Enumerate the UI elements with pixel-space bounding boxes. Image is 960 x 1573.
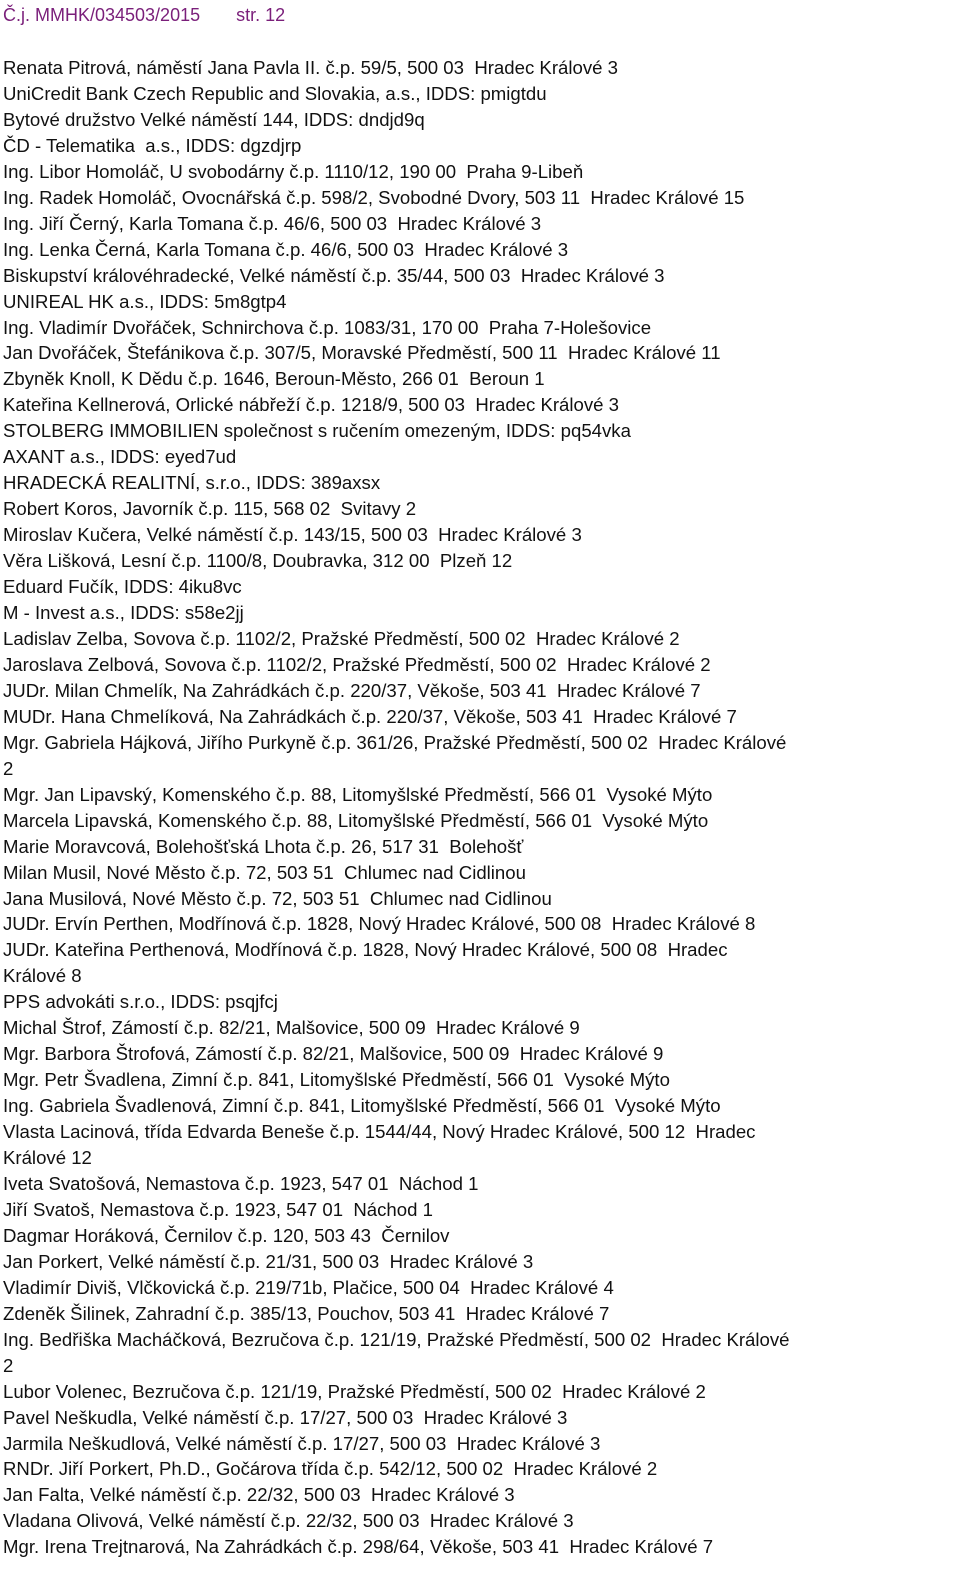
recipient-line: Bytové družstvo Velké náměstí 144, IDDS: dndjd9q [3,108,425,130]
recipient-line: Jan Falta, Velké náměstí č.p. 22/32, 500 03 Hradec Králové 3 [3,1484,515,1506]
recipient-line: 2 [3,757,14,779]
recipient-line: Ing. Bedřiška Macháčková, Bezručova č.p. 121/19, Pražské Předměstí, 500 02 Hradec Králové [3,1328,790,1350]
recipient-line: Mgr. Barbora Štrofová, Zámostí č.p. 82/21, Malšovice, 500 09 Hradec Králové 9 [3,1043,664,1065]
recipient-line: Marcela Lipavská, Komenského č.p. 88, Litomyšlské Předměstí, 566 01 Vysoké Mýto [3,809,709,831]
recipient-line: Králové 8 [3,965,82,987]
recipient-line: Jaroslava Zelbová, Sovova č.p. 1102/2, Pražské Předměstí, 500 02 Hradec Králové 2 [3,653,711,675]
recipient-line: JUDr. Kateřina Perthenová, Modřínová č.p. 1828, Nový Hradec Králové, 500 08 Hradec [3,939,728,961]
recipient-line: Ing. Radek Homoláč, Ovocnářská č.p. 598/2, Svobodné Dvory, 503 11 Hradec Králové 15 [3,186,745,208]
recipient-line: Dagmar Horáková, Černilov č.p. 120, 503 43 Černilov [3,1224,450,1246]
recipient-line: Ing. Lenka Černá, Karla Tomana č.p. 46/6, 500 03 Hradec Králové 3 [3,238,569,260]
recipient-line: Jan Dvořáček, Štefánikova č.p. 307/5, Moravské Předměstí, 500 11 Hradec Králové 11 [3,342,721,364]
recipient-line: HRADECKÁ REALITNÍ, s.r.o., IDDS: 389axsx [3,472,381,494]
recipient-list [3,55,958,1560]
recipient-line: Pavel Neškudla, Velké náměstí č.p. 17/27, 500 03 Hradec Králové 3 [3,1406,568,1428]
recipient-line: Jarmila Neškudlová, Velké náměstí č.p. 17/27, 500 03 Hradec Králové 3 [3,1432,601,1454]
recipient-line: Iveta Svatošová, Nemastova č.p. 1923, 547 01 Náchod 1 [3,1172,479,1194]
recipient-line: Milan Musil, Nové Město č.p. 72, 503 51 Chlumec nad Cidlinou [3,861,526,883]
recipient-line: Renata Pitrová, náměstí Jana Pavla II. č.p. 59/5, 500 03 Hradec Králové 3 [3,57,618,78]
recipient-line: Zbyněk Knoll, K Dědu č.p. 1646, Beroun-Město, 266 01 Beroun 1 [3,368,545,390]
recipient-line: Ing. Vladimír Dvořáček, Schnirchova č.p. 1083/31, 170 00 Praha 7-Holešovice [3,316,652,338]
recipient-line: Jana Musilová, Nové Město č.p. 72, 503 51 Chlumec nad Cidlinou [3,887,552,909]
recipient-line: RNDr. Jiří Porkert, Ph.D., Gočárova třída č.p. 542/12, 500 02 Hradec Králové 2 [3,1458,658,1480]
recipient-line: Mgr. Irena Trejtnarová, Na Zahrádkách č.p. 298/64, Věkoše, 503 41 Hradec Králové 7 [3,1536,714,1558]
recipient-line: Ing. Gabriela Švadlenová, Zimní č.p. 841, Litomyšlské Předměstí, 566 01 Vysoké Mýto [3,1095,721,1117]
recipient-line: Biskupství královéhradecké, Velké náměstí č.p. 35/44, 500 03 Hradec Králové 3 [3,264,665,286]
recipient-line: JUDr. Ervín Perthen, Modřínová č.p. 1828, Nový Hradec Králové, 500 08 Hradec Králové 8 [3,913,756,935]
recipient-line: Eduard Fučík, IDDS: 4iku8vc [3,576,242,598]
recipient-line: Vladana Olivová, Velké náměstí č.p. 22/32, 500 03 Hradec Králové 3 [3,1510,574,1532]
recipient-line: Marie Moravcová, Bolehošťská Lhota č.p. 26, 517 31 Bolehošť [3,835,524,857]
recipient-line: Lubor Volenec, Bezručova č.p. 121/19, Pražské Předměstí, 500 02 Hradec Králové 2 [3,1380,706,1402]
recipient-line: Mgr. Petr Švadlena, Zimní č.p. 841, Litomyšlské Předměstí, 566 01 Vysoké Mýto [3,1069,670,1091]
recipient-line: Jan Porkert, Velké náměstí č.p. 21/31, 500 03 Hradec Králové 3 [3,1250,534,1272]
recipient-line: Ing. Libor Homoláč, U svobodárny č.p. 1110/12, 190 00 Praha 9-Libeň [3,160,584,182]
recipient-line: Ing. Jiří Černý, Karla Tomana č.p. 46/6, 500 03 Hradec Králové 3 [3,212,542,234]
recipient-line: MUDr. Hana Chmelíková, Na Zahrádkách č.p. 220/37, Věkoše, 503 41 Hradec Králové 7 [3,705,737,727]
recipient-line: Miroslav Kučera, Velké náměstí č.p. 143/15, 500 03 Hradec Králové 3 [3,524,582,546]
recipient-line: Michal Štrof, Zámostí č.p. 82/21, Malšovice, 500 09 Hradec Králové 9 [3,1017,580,1039]
recipient-line: Vladimír Diviš, Vlčkovická č.p. 219/71b, Plačice, 500 04 Hradec Králové 4 [3,1276,614,1298]
recipient-line: JUDr. Milan Chmelík, Na Zahrádkách č.p. 220/37, Věkoše, 503 41 Hradec Králové 7 [3,679,701,701]
recipient-line: Králové 12 [3,1147,92,1169]
recipient-line: M - Invest a.s., IDDS: s58e2jj [3,602,244,624]
recipient-line: 2 [3,1354,14,1376]
recipient-line: Kateřina Kellnerová, Orlické nábřeží č.p. 1218/9, 500 03 Hradec Králové 3 [3,394,620,416]
document-reference: Č.j. MMHK/034503/2015 [3,5,201,25]
recipient-line: AXANT a.s., IDDS: eyed7ud [3,446,237,468]
recipient-line: ČD - Telematika a.s., IDDS: dgzdjrp [3,134,302,156]
recipient-line: Mgr. Jan Lipavský, Komenského č.p. 88, Litomyšlské Předměstí, 566 01 Vysoké Mýto [3,783,713,805]
recipient-line: Robert Koros, Javorník č.p. 115, 568 02 Svitavy 2 [3,498,417,520]
recipient-line: Zdeněk Šilinek, Zahradní č.p. 385/13, Pouchov, 503 41 Hradec Králové 7 [3,1302,610,1324]
recipient-line: UNIREAL HK a.s., IDDS: 5m8gtp4 [3,290,287,312]
recipient-line: Jiří Svatoš, Nemastova č.p. 1923, 547 01 Náchod 1 [3,1198,433,1220]
page-number: str. 12 [236,5,286,25]
recipient-line: STOLBERG IMMOBILIEN společnost s ručením omezeným, IDDS: pq54vka [3,420,631,442]
recipient-line: Mgr. Gabriela Hájková, Jiřího Purkyně č.p. 361/26, Pražské Předměstí, 500 02 Hradec Králové [3,731,787,753]
recipient-line: UniCredit Bank Czech Republic and Slovakia, a.s., IDDS: pmigtdu [3,82,547,104]
recipient-line: Ladislav Zelba, Sovova č.p. 1102/2, Pražské Předměstí, 500 02 Hradec Králové 2 [3,627,680,649]
recipient-line: PPS advokáti s.r.o., IDDS: psqjfcj [3,991,278,1013]
recipient-line: Věra Lišková, Lesní č.p. 1100/8, Doubravka, 312 00 Plzeň 12 [3,550,513,572]
page-header [3,4,285,26]
recipient-line: Vlasta Lacinová, třída Edvarda Beneše č.p. 1544/44, Nový Hradec Králové, 500 12 Hradec [3,1121,756,1143]
